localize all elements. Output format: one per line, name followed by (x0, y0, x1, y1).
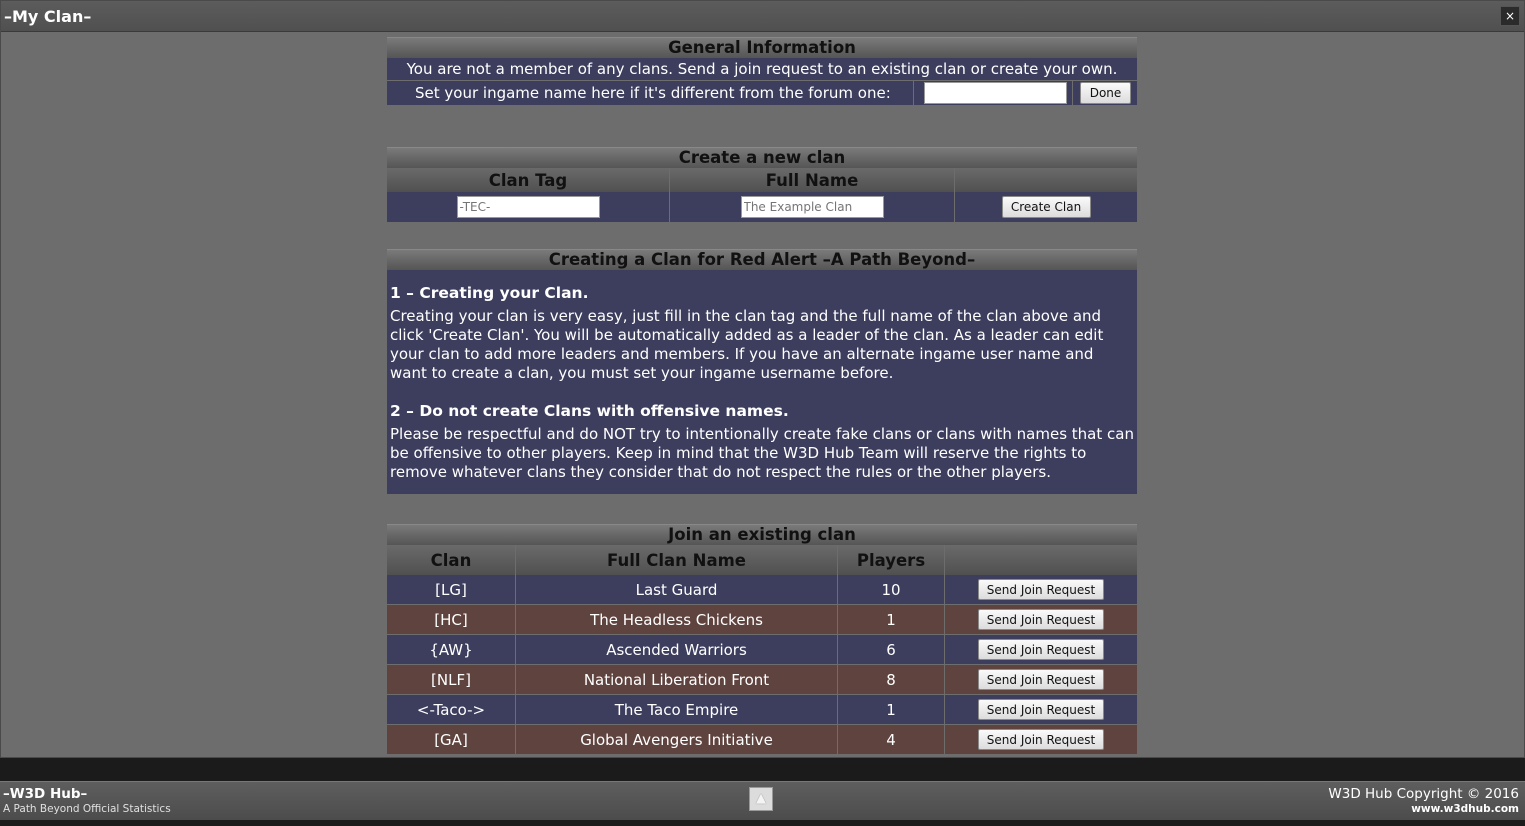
full-clan-name-column-header: Full Clan Name (516, 545, 838, 575)
clan-name-cell: Ascended Warriors (516, 635, 838, 665)
clan-tag-cell: [HC] (387, 605, 516, 635)
clan-players-cell: 10 (838, 575, 945, 605)
clan-name-cell: The Headless Chickens (516, 605, 838, 635)
create-action-header (955, 168, 1138, 192)
clan-tag-cell: [GA] (387, 725, 516, 755)
scroll-to-top-button[interactable] (749, 787, 773, 811)
clan-players-cell: 1 (838, 695, 945, 725)
send-join-request-button[interactable]: Send Join Request (978, 639, 1104, 660)
membership-notice: You are not a member of any clans. Send a join request to an existing clan or create your own. (387, 58, 1137, 81)
ingame-name-label: Set your ingame name here if it's different from the forum one: (415, 84, 891, 102)
clan-row (387, 575, 1137, 605)
create-clan-heading: Create a new clan (387, 147, 1137, 168)
general-information-section (387, 37, 1137, 105)
rule-2-text: Please be respectful and do NOT try to intentionally create fake clans or clans with names that can be offensive to other players. Keep in mind that the W3D Hub Team will reserve the rights to remove whatever clans they consider that do not respect the rules or the other players. (390, 425, 1134, 481)
clan-name-cell: National Liberation Front (516, 665, 838, 695)
clan-list-table (387, 545, 1137, 755)
full-name-header: Full Name (670, 168, 955, 192)
clan-tag-cell: [LG] (387, 575, 516, 605)
join-action-column-header (945, 545, 1138, 575)
create-clan-table (387, 168, 1137, 222)
footer-url[interactable]: www.w3dhub.com (1411, 803, 1519, 815)
rule-2-title: 2 – Do not create Clans with offensive names. (390, 402, 789, 420)
clan-players-cell: 8 (838, 665, 945, 695)
arrow-up-icon: ▲ (756, 791, 766, 806)
send-join-request-button[interactable]: Send Join Request (978, 729, 1104, 750)
clan-tag-cell: {AW} (387, 635, 516, 665)
rule-1-text: Creating your clan is very easy, just fill in the clan tag and the full name of the clan above and click 'Create Clan'. You will be automatically added as a leader of the clan. As a leader can edit your clan to add more leaders and members. If you have an alternate ingame user name and want to create a clan, you must set your ingame username before. (390, 307, 1104, 382)
clan-name-cell: The Taco Empire (516, 695, 838, 725)
clan-tag-cell: [NLF] (387, 665, 516, 695)
clan-info-section (387, 249, 1137, 494)
join-clan-heading: Join an existing clan (387, 524, 1137, 545)
join-clan-section (387, 524, 1137, 755)
clan-name-cell: Last Guard (516, 575, 838, 605)
page-footer (0, 781, 1525, 820)
clan-name-cell: Global Avengers Initiative (516, 725, 838, 755)
clan-row (387, 665, 1137, 695)
clan-row (387, 725, 1137, 755)
rule-1-title: 1 – Creating your Clan. (390, 284, 589, 302)
clan-players-cell: 4 (838, 725, 945, 755)
clan-row (387, 635, 1137, 665)
clan-tag-input[interactable] (457, 196, 600, 218)
footer-brand: –W3D Hub– (3, 786, 88, 802)
send-join-request-button[interactable]: Send Join Request (978, 609, 1104, 630)
clan-tag-cell: <-Taco-> (387, 695, 516, 725)
window-title: –My Clan– (4, 7, 92, 26)
clan-column-header: Clan (387, 545, 516, 575)
clan-players-cell: 6 (838, 635, 945, 665)
create-clan-section (387, 147, 1137, 222)
ingame-name-row (387, 81, 1137, 105)
players-column-header: Players (838, 545, 945, 575)
clan-tag-header: Clan Tag (387, 168, 670, 192)
footer-copyright: W3D Hub Copyright © 2016 (1328, 786, 1519, 802)
close-button[interactable] (1500, 6, 1520, 26)
clan-row (387, 695, 1137, 725)
create-clan-button[interactable]: Create Clan (1002, 196, 1091, 218)
footer-subtitle: A Path Beyond Official Statistics (3, 803, 171, 815)
general-information-heading: General Information (387, 37, 1137, 58)
clan-players-cell: 1 (838, 605, 945, 635)
send-join-request-button[interactable]: Send Join Request (978, 579, 1104, 600)
close-icon: × (1504, 9, 1516, 23)
clan-info-box (387, 270, 1137, 494)
send-join-request-button[interactable]: Send Join Request (978, 669, 1104, 690)
window-titlebar (1, 1, 1524, 32)
full-name-input[interactable] (741, 196, 884, 218)
clan-info-heading: Creating a Clan for Red Alert –A Path Beyond– (387, 249, 1137, 270)
ingame-name-input[interactable] (924, 82, 1067, 104)
clan-row (387, 605, 1137, 635)
send-join-request-button[interactable]: Send Join Request (978, 699, 1104, 720)
done-button[interactable]: Done (1080, 82, 1131, 104)
